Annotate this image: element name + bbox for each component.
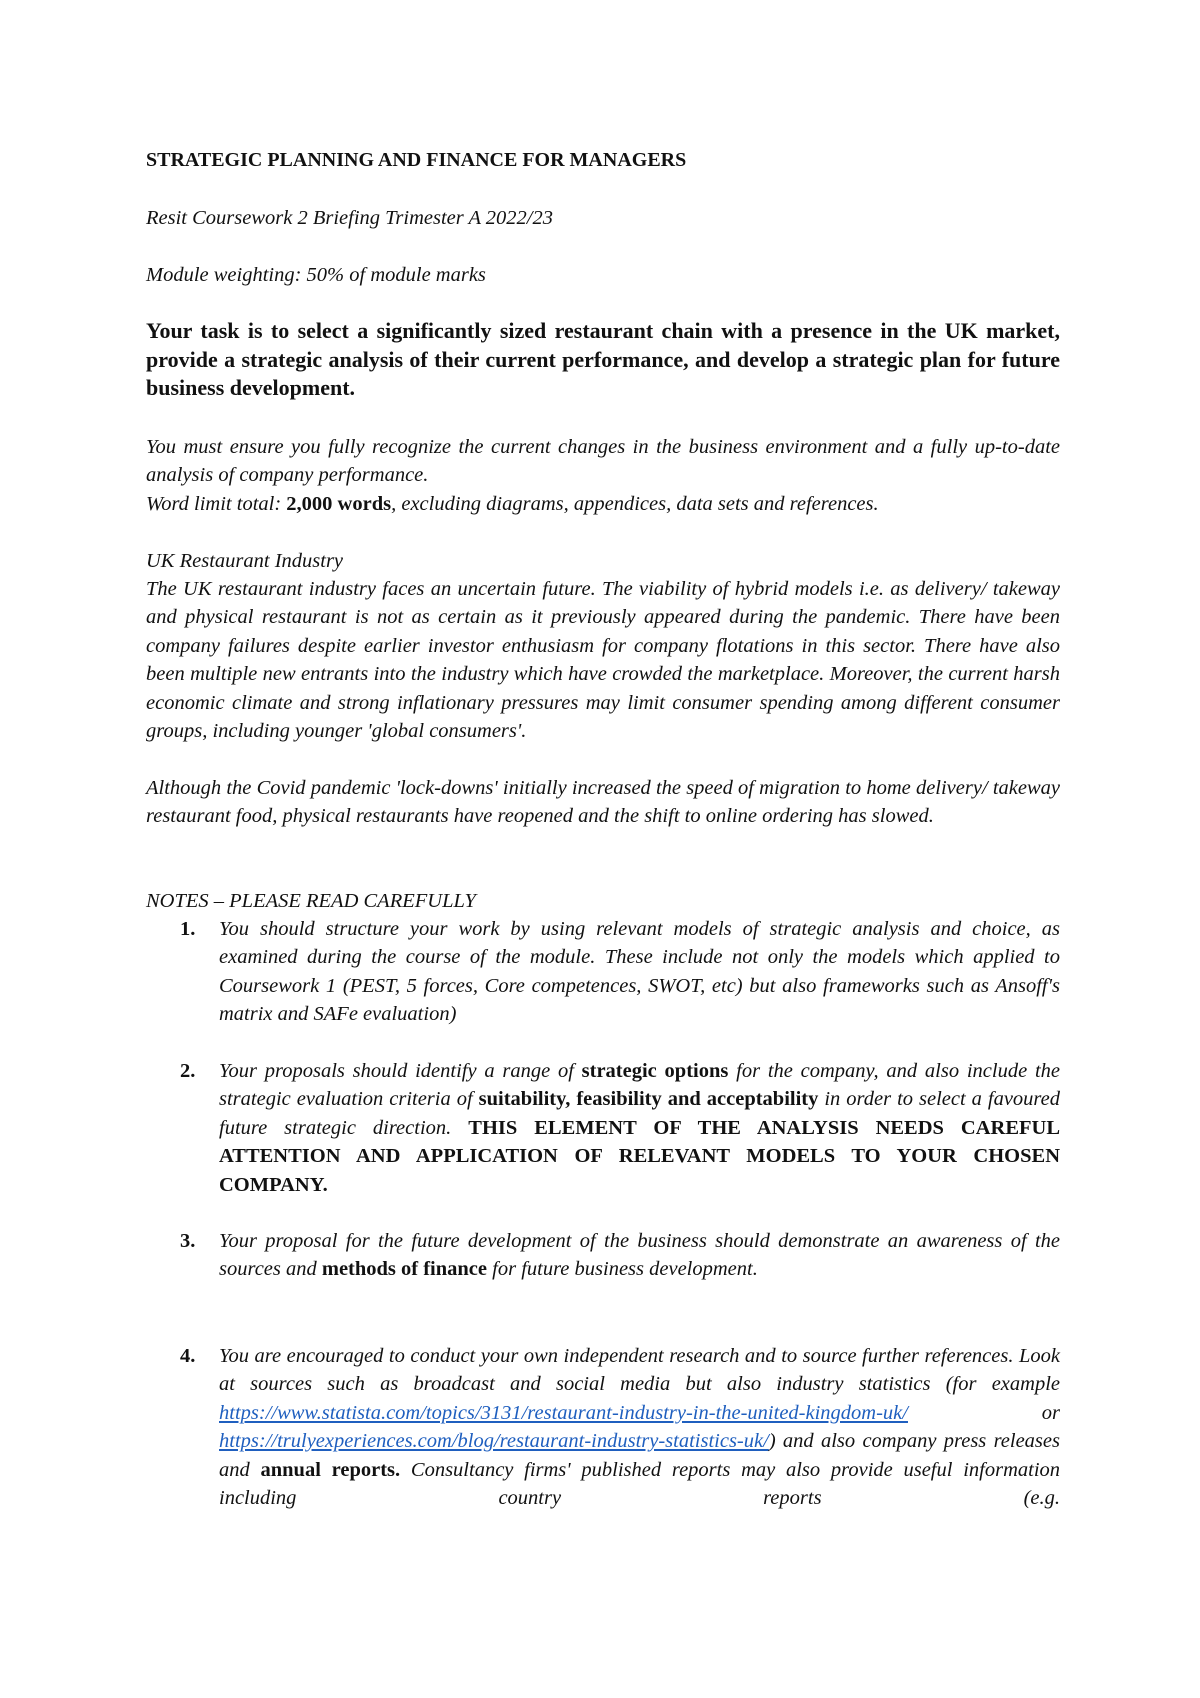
industry-paragraph-1: The UK restaurant industry faces an uncertain future. The viability of hybrid models i.e. as delivery/ takeway and physical restaurant is not as certain as it previously appeared during the pandemic. There have been company failures despite earlier investor enthusiasm for company flotations in this sector. There have also been multiple new entrants into the industry which have crowded the marketplace. Moreover, the current harsh economic climate and strong inflationary pressures may limit consumer spending among different consumer groups, including younger 'global consumers'. [146, 578, 1060, 743]
text: You are encouraged to conduct your own independent research and to source further references. Look at sources such as broadcast and social media but also industry statistics (for example [219, 1345, 1060, 1396]
task-statement: Your task is to select a significantly sized restaurant chain with a presence in the UK market, provide a strategic analysis of their current performance, and develop a strategic plan for future business development. [146, 318, 1060, 401]
notes-heading: NOTES – PLEASE READ CAREFULLY [146, 890, 476, 912]
module-weighting: Module weighting: 50% of module marks [146, 264, 486, 286]
word-limit-value: 2,000 words [286, 493, 392, 515]
industry-paragraph-2: Although the Covid pandemic 'lock-downs' initially increased the speed of migration to home delivery/ takeway restaurant food, physical restaurants have reopened and the shift to online ordering has slowed. [146, 777, 1060, 828]
text: ) and also company press releases and [219, 1430, 1060, 1481]
note-number: 4. [180, 1345, 196, 1367]
note-text: You should structure your work by using relevant models of strategic analysis and choice, as examined during the course of the module. These include not only the models which applied to Coursework 1 (PEST, 5 forces, Core competences, SWOT, etc) but also frameworks such as Ansoff's matrix and SAFe evaluation) [219, 918, 1060, 1026]
note-item-3 [180, 1227, 1060, 1284]
word-limit [146, 490, 1060, 518]
note-text [219, 1227, 1060, 1284]
note-item-1 [180, 915, 1060, 1029]
word-limit-suffix: , excluding diagrams, appendices, data sets and references. [391, 493, 879, 515]
emphasis: methods of finance [321, 1258, 488, 1281]
note-number: 1. [180, 918, 196, 940]
emphasis: annual reports. [260, 1458, 401, 1481]
emphasis: strategic options [581, 1060, 729, 1082]
word-limit-prefix: Word limit total: [146, 493, 287, 515]
note-text [219, 1342, 1060, 1512]
note-item-2 [180, 1057, 1060, 1199]
emphasis: THIS ELEMENT OF THE ANALYSIS NEEDS CAREFUL ATTENTION AND APPLICATION OF RELEVANT MODELS TO YOUR CHOSEN COMPANY. [219, 1116, 1060, 1196]
emphasis: suitability, feasibility and acceptability [478, 1088, 819, 1111]
note-number: 2. [180, 1060, 196, 1082]
text: Your proposals should identify a range of [219, 1060, 582, 1082]
text: in order to select a favoured future strategic direction. [219, 1088, 1060, 1139]
note-text [219, 1057, 1060, 1199]
text: or [907, 1401, 1060, 1424]
text: for future business development. [487, 1258, 758, 1281]
note-item-4 [180, 1342, 1060, 1512]
document-subtitle: Resit Coursework 2 Briefing Trimester A 2022/23 [146, 207, 553, 229]
text: Consultancy firms' published reports may also provide useful information including country reports (e.g. [219, 1458, 1061, 1510]
statista-link[interactable]: https://www.statista.com/topics/3131/restaurant-industry-in-the-united-kingdom-uk/ [219, 1401, 908, 1424]
industry-heading: UK Restaurant Industry [146, 550, 344, 572]
text: for the company, and also include the strategic evaluation criteria of [219, 1060, 1060, 1111]
document-title: STRATEGIC PLANNING AND FINANCE FOR MANAGERS [146, 149, 687, 171]
text: Your proposal for the future development of the business should demonstrate an awareness of the sources and [219, 1230, 1060, 1281]
trulyexperiences-link[interactable]: https://trulyexperiences.com/blog/restaurant-industry-statistics-uk/ [219, 1430, 769, 1453]
note-number: 3. [180, 1230, 196, 1252]
ensure-paragraph: You must ensure you fully recognize the current changes in the business environment and a fully up-to-date analysis of company performance. [146, 436, 1060, 487]
